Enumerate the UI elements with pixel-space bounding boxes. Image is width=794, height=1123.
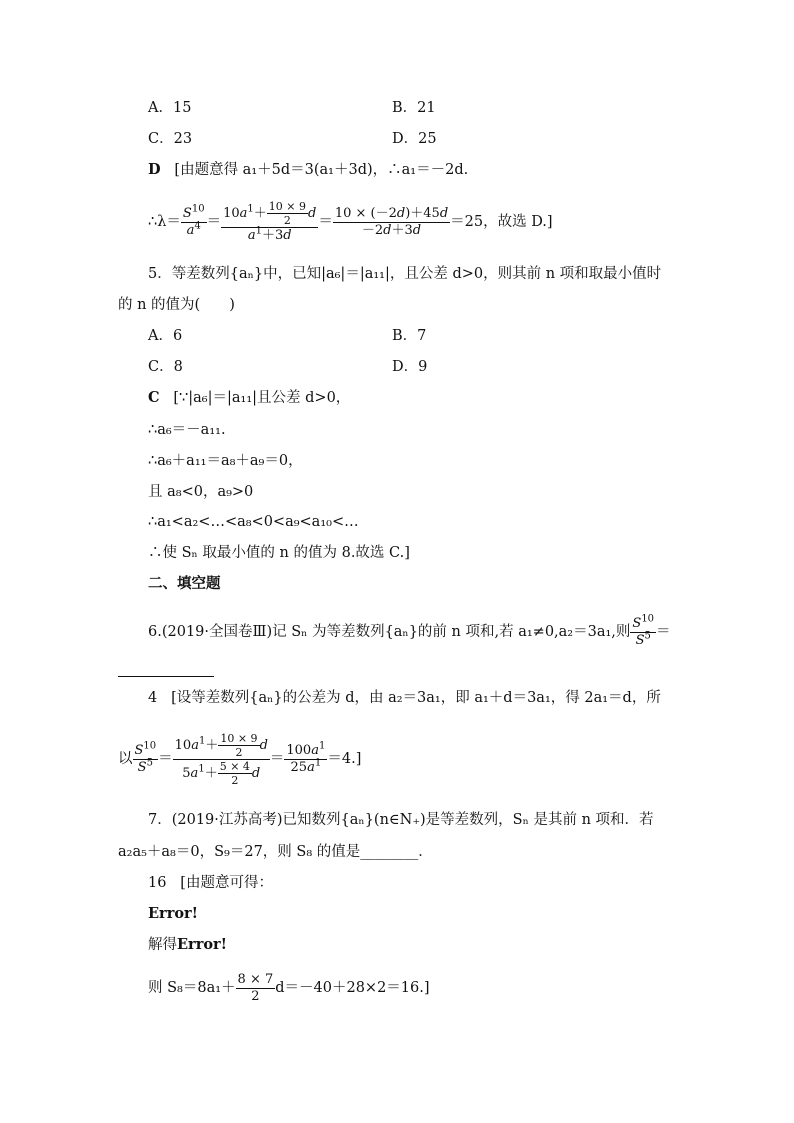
- q6-explain2-lead: 以: [118, 751, 133, 767]
- q5-step2: ∴a₆＝－a₁₁.: [148, 422, 226, 438]
- q7-explain1: [由题意可得：: [180, 875, 273, 891]
- q7-stem-line1: 7．(2019·江苏高考)已知数列{aₙ}(n∈N₊)是等差数列，Sₙ 是其前 n 项和．若: [148, 812, 654, 828]
- section-title: 二、填空题: [148, 575, 221, 592]
- q7-stem-line2: a₂a₅＋a₈＝0，S₉＝27，则 S₈ 的值是________．: [118, 844, 433, 860]
- q7-error2: Error!: [177, 936, 228, 953]
- q4-explanation-line2: ∴λ＝ $\frac{S^{10}}{a^4}$ ＝ $10a^1+$ $\frac{10 \times 9}{2}$ d $a^1+3d$ ＝ $\frac{10 \times (-2d)+45d}{-2d+3d}$ ＝25，故选 D.]: [148, 200, 553, 243]
- q7-solve-line: [148, 935, 227, 955]
- q7-answer: 16: [148, 875, 167, 891]
- q4-answer: D: [148, 161, 161, 178]
- q6-answer-blank: [118, 658, 214, 683]
- q6-explain1: [设等差数列{aₙ}的公差为 d，由 a₂＝3a₁，即 a₁＋d＝3a₁，得 2a₁＝d，所: [171, 690, 661, 706]
- q4-option-a: A．15: [148, 100, 192, 116]
- q6-fraction-big: $10a^1+$ $\frac{10 \times 9}{2}$ d $5a^1+$ $\frac{5 \times 4}{2}$ d: [174, 731, 268, 787]
- q4-explain1: [由题意得 a₁＋5d＝3(a₁＋3d)，∴a₁＝－2d.: [174, 162, 469, 178]
- q7-final-lead: 则 S₈＝8a₁＋: [148, 980, 236, 996]
- q5-step3: ∴a₆＋a₁₁＝a₈＋a₉＝0，: [148, 453, 303, 469]
- q6-explain2-tail: ＝4.]: [327, 751, 362, 767]
- q5-step1: [∵|a₆|＝|a₁₁|且公差 d>0，: [173, 390, 351, 406]
- q7-final-line: [148, 966, 430, 1010]
- q4-explain2-tail: ＝25，故选 D.]: [450, 214, 553, 230]
- q6-explanation-line2: 以 $\frac{S^{10}}{S^5}$ ＝ $10a^1+$ $\frac{10 \times 9}{2}$ d $5a^1+$ $\frac{5 \times 4}{2}$ d ＝ $\frac{100a^1}{25a^1}$ ＝4.]: [118, 731, 362, 787]
- q7-fraction-8x7: $\frac{8 \times 7}{2}$: [237, 971, 274, 1004]
- q5-step6: ∴使 Sₙ 取最小值的 n 的值为 8.故选 C.]: [148, 545, 410, 561]
- q5-option-b: B．7: [392, 328, 427, 344]
- q6-explanation-line1: [148, 688, 661, 708]
- q4-option-c: C．23: [148, 131, 193, 147]
- q7-explanation-line1: [148, 873, 273, 893]
- q5-option-c: C．8: [148, 359, 183, 375]
- q5-stem-line2: 的 n 的值为( ): [118, 297, 235, 313]
- q4-explanation-line1: [148, 160, 468, 180]
- q5-option-a: A．6: [148, 328, 183, 344]
- q4-option-b: B．21: [392, 100, 436, 116]
- q5-step5: ∴a₁<a₂<…<a₈<0<a₉<a₁₀<…: [148, 514, 359, 530]
- q5-answer: C: [148, 389, 160, 406]
- q6-fraction-result: $\frac{100a^1}{25a^1}$: [286, 740, 326, 775]
- q7-solve-prefix: 解得: [148, 937, 177, 953]
- q6-stem-text: 6.(2019·全国卷Ⅲ)记 Sₙ 为等差数列{aₙ}的前 n 项和,若 a₁≠0,a₂＝3a₁,则: [148, 624, 631, 640]
- q4-explain2-lead: ∴λ＝: [148, 214, 181, 230]
- q6-answer: 4: [148, 690, 158, 706]
- q4-fraction-s10-a4: $\frac{S^{10}}{a^4}$: [182, 203, 205, 238]
- q6-fraction-s10-s5-b: $\frac{S^{10}}{S^5}$: [134, 740, 157, 775]
- q4-fraction-big: $10a^1+$ $\frac{10 \times 9}{2}$ d $a^1+3d$: [223, 200, 317, 243]
- q5-explanation-line1: [148, 388, 350, 408]
- q4-fraction-result: $\frac{10 \times (-2d)+45d}{-2d+3d}$: [334, 205, 449, 238]
- q5-step4: 且 a₈<0，a₉>0: [148, 484, 254, 500]
- q5-stem-line1: 5．等差数列{aₙ}中，已知|a₆|＝|a₁₁|，且公差 d>0，则其前 n 项和取最小值时: [148, 266, 662, 282]
- q5-option-d: D．9: [392, 359, 428, 375]
- q6-fraction-s10-s5: $\frac{S^{10}}{S^5}$: [632, 613, 655, 648]
- q7-final-tail: d＝－40＋28×2＝16.]: [275, 980, 430, 996]
- q6-stem: 6.(2019·全国卷Ⅲ)记 Sₙ 为等差数列{aₙ}的前 n 项和,若 a₁≠0,a₂＝3a₁,则 $\frac{S^{10}}{S^5}$ ＝: [148, 613, 671, 648]
- q7-error1: Error!: [148, 905, 199, 922]
- q4-option-d: D．25: [392, 131, 437, 147]
